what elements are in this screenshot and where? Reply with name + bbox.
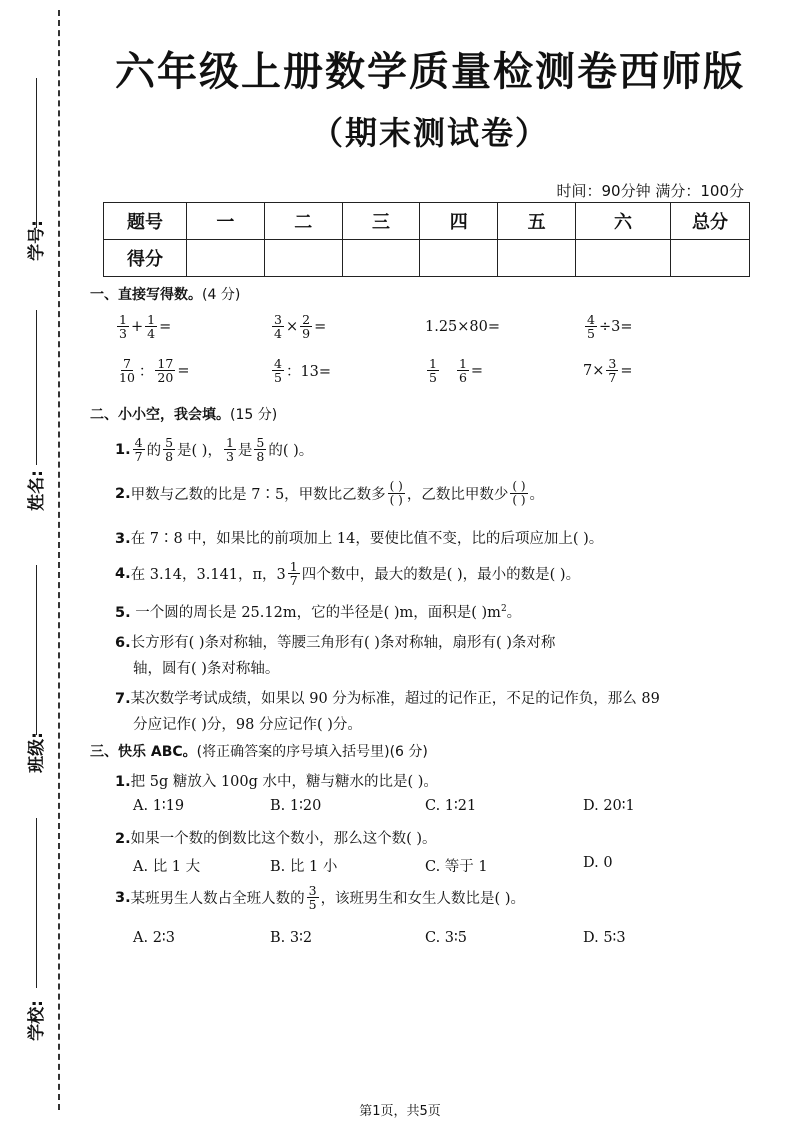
score-row: [104, 240, 750, 277]
score-table: [103, 202, 750, 277]
option-b[interactable]: B. 3∶2: [270, 930, 313, 946]
option-d[interactable]: D. 20∶1: [583, 798, 635, 814]
section-2-heading: [90, 404, 277, 424]
calc-item: $\frac{4}{5}$ ÷3=: [587, 312, 633, 342]
option-b[interactable]: B. 1∶20: [270, 798, 322, 814]
time-info: 时间：90分钟 满分：100分: [556, 182, 744, 200]
header-cell: 六: [576, 203, 671, 240]
score-cell[interactable]: [671, 240, 750, 277]
answer-blank[interactable]: $\frac{( )}{( )}$: [512, 479, 526, 508]
name-line: [36, 310, 37, 465]
option-c[interactable]: C. 1∶21: [425, 798, 477, 814]
question-2-1: 1. $\frac{4}{7}$ 的 $\frac{5}{8}$ 是( )， $\frac{1}{3}$ 是 $\frac{5}{8}$ 的( )。: [115, 435, 314, 465]
class-line: [36, 565, 37, 735]
section-1-heading: [90, 284, 240, 304]
score-cell[interactable]: [576, 240, 671, 277]
option-a[interactable]: A. 1∶19: [133, 798, 185, 814]
question-2-6-cont: 轴，圆有( )条对称轴。: [133, 661, 280, 677]
calc-item: $\frac{1}{3}$ + $\frac{1}{4}$ =: [119, 312, 172, 342]
option-a[interactable]: A. 2∶3: [133, 930, 175, 946]
student-id-line: [36, 78, 37, 228]
section-title: 一、直接写得数。: [90, 287, 202, 303]
question-2-2: 2. 甲数与乙数的比是 7∶5，甲数比乙数多 $\frac{( )}{( )}$ ，乙数比甲数少 $\frac{( )}{( )}$ 。: [115, 479, 545, 508]
question-2-5: 5. 一个圆的周长是 25.12m，它的半径是( )m，面积是( )$m^2$。: [115, 604, 522, 621]
section-points: (4 分): [202, 287, 241, 303]
section-points: (将正确答案的序号填入括号里)(6 分): [196, 744, 428, 760]
student-id-label: 学号:: [26, 220, 47, 261]
section-3-heading: [90, 741, 428, 761]
option-d[interactable]: D. 0: [583, 855, 613, 871]
answer-blank[interactable]: $\frac{( )}{( )}$: [389, 479, 403, 508]
header-cell: 五: [498, 203, 576, 240]
score-cell[interactable]: [187, 240, 265, 277]
header-cell: 一: [187, 203, 265, 240]
cut-line: [58, 10, 60, 1110]
question-2-6: 6.长方形有( )条对称轴，等腰三角形有( )条对称轴，扇形有( )条对称: [115, 635, 556, 651]
section-title: 二、小小空，我会填。: [90, 407, 230, 423]
page-title: 六年级上册数学质量检测卷西师版: [115, 49, 745, 95]
header-cell: 三: [342, 203, 420, 240]
question-3-2: 2.如果一个数的倒数比这个数小，那么这个数( )。: [115, 831, 437, 847]
score-cell[interactable]: [420, 240, 498, 277]
calc-item: $\frac{1}{5}$ $\frac{1}{6}$ =: [429, 356, 484, 386]
calc-item: $\frac{3}{4}$ × $\frac{2}{9}$ =: [274, 312, 327, 342]
option-b[interactable]: B. 比 1 小: [270, 859, 338, 875]
school-line: [36, 818, 37, 988]
class-label: 班级:: [26, 732, 47, 773]
section-points: (15 分): [230, 407, 278, 423]
score-header-row: [104, 203, 750, 240]
section-title: 三、快乐 ABC。: [90, 744, 197, 760]
question-2-3: 3.在 7∶8 中，如果比的前项加上 14，要使比值不变，比的后项应加上( )。: [115, 531, 604, 547]
question-3-1: 1.把 5g 糖放入 100g 水中，糖与糖水的比是( )。: [115, 774, 438, 790]
score-cell[interactable]: [498, 240, 576, 277]
binding-margin: [0, 0, 70, 1132]
school-label: 学校:: [26, 1000, 47, 1041]
page-subtitle: （期末测试卷）: [310, 114, 549, 152]
calc-item: 7× $\frac{3}{7}$ =: [583, 356, 633, 386]
score-label-cell: 得分: [104, 240, 187, 277]
page-footer: 第1页，共5页: [359, 1104, 441, 1119]
option-c[interactable]: C. 3∶5: [425, 930, 468, 946]
header-cell: 四: [420, 203, 498, 240]
question-2-7: 7.某次数学考试成绩，如果以 90 分为标准，超过的记作正，不足的记作负，那么 89: [115, 691, 660, 707]
header-cell: 题号: [104, 203, 187, 240]
question-2-4: 4. 在 3.14，3.141，π，3 $\frac{1}{7}$ 四个数中，最大的数是( )，最小的数是( )。: [115, 559, 581, 589]
score-cell[interactable]: [264, 240, 342, 277]
name-label: 姓名:: [26, 470, 47, 511]
option-d[interactable]: D. 5∶3: [583, 930, 626, 946]
header-cell: 二: [264, 203, 342, 240]
option-a[interactable]: A. 比 1 大: [133, 859, 201, 875]
question-3-3: 3. 某班男生人数占全班人数的 $\frac{3}{5}$ ，该班男生和女生人数比是( )。: [115, 883, 525, 913]
calc-item: $\frac{7}{10}$ ： $\frac{17}{20}$ =: [119, 356, 190, 386]
calc-item: 1.25×80=: [425, 319, 501, 335]
score-cell[interactable]: [342, 240, 420, 277]
calc-item: $\frac{4}{5}$ ：13=: [274, 356, 332, 386]
option-c[interactable]: C. 等于 1: [425, 859, 488, 875]
header-cell: 总分: [671, 203, 750, 240]
question-2-7-cont: 分应记作( )分，98 分应记作( )分。: [133, 717, 362, 733]
